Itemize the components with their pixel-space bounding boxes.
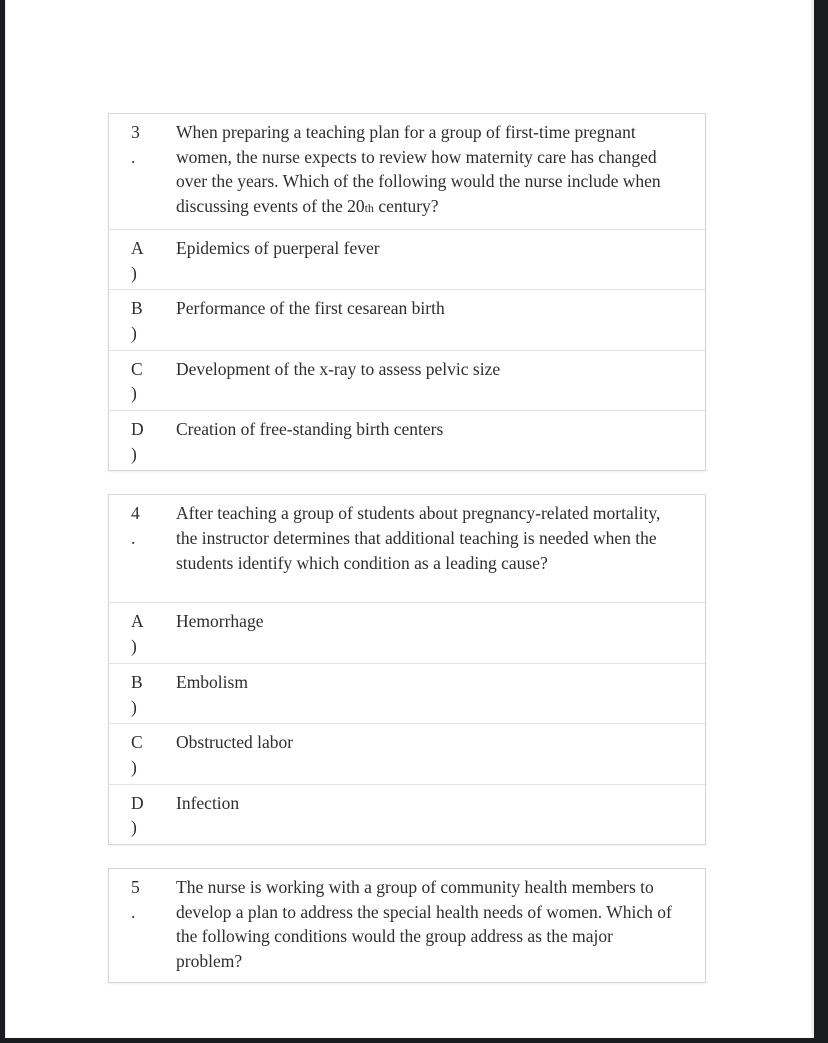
option-row-d [109, 784, 705, 844]
question-text-main: When preparing a teaching plan for a group of first-time pregnant women, the nurse expects to review how maternity care has changed over the years. Which of the following would the nurse include when discussing events of the 20 [176, 122, 661, 217]
option-row-b [109, 289, 705, 349]
option-letter: D [131, 792, 144, 813]
option-text: Hemorrhage [176, 611, 264, 632]
option-paren: ) [131, 322, 137, 343]
option-label-cell [109, 785, 176, 844]
option-label-cell [109, 724, 176, 783]
right-letterbox-bar [811, 0, 828, 1043]
option-letter: C [131, 358, 143, 379]
question-number: 3 [131, 122, 140, 142]
option-text: Performance of the first cesarean birth [176, 298, 445, 319]
question-text: The nurse is working with a group of community health members to develop a plan to address the special health needs of women. Which of the following conditions would the group address as the major problem? [176, 877, 672, 972]
question-text-tail: century? [373, 196, 439, 217]
question-number: 5 [131, 877, 140, 898]
option-label-cell [109, 664, 176, 723]
question-block-3 [108, 113, 706, 471]
option-text: Obstructed labor [176, 732, 294, 753]
option-letter: A [131, 611, 144, 632]
option-row-c [109, 723, 705, 783]
question-number: 4 [131, 503, 140, 524]
option-row-a [109, 602, 705, 662]
option-label-cell [109, 603, 176, 662]
option-paren: ) [131, 756, 137, 777]
question-number-cell [109, 114, 176, 229]
question-number-cell [109, 869, 176, 982]
option-letter: A [131, 237, 144, 258]
option-row-d [109, 410, 705, 470]
option-paren: ) [131, 636, 137, 657]
option-paren: ) [131, 817, 137, 838]
question-row [109, 114, 705, 229]
left-letterbox-bar [0, 0, 6, 1043]
question-row [109, 869, 705, 982]
document-page [108, 113, 706, 1006]
question-number-dot: . [131, 901, 136, 922]
option-letter: D [131, 419, 144, 440]
option-row-a [109, 229, 705, 289]
option-label-cell [109, 411, 176, 470]
question-block-5 [108, 868, 706, 983]
option-text: Development of the x-ray to assess pelvic size [176, 358, 501, 379]
option-text: Epidemics of puerperal fever [176, 237, 380, 258]
bottom-letterbox-bar [0, 1038, 828, 1043]
option-label-cell [109, 230, 176, 289]
option-letter: C [131, 732, 143, 753]
option-text: Embolism [176, 671, 248, 692]
option-label-cell [109, 351, 176, 410]
question-number-dot: . [131, 528, 136, 549]
question-number-dot: . [131, 146, 136, 167]
option-row-b [109, 663, 705, 723]
question-row [109, 495, 705, 602]
option-letter: B [131, 298, 143, 319]
option-text: Infection [176, 792, 240, 813]
question-block-4 [108, 494, 706, 845]
option-row-c [109, 350, 705, 410]
question-text-small: th [364, 201, 374, 216]
option-paren: ) [131, 383, 137, 404]
question-text: After teaching a group of students about pregnancy-related mortality, the instructor determines that additional teaching is needed when the students identify which condition as a leading cause? [176, 503, 661, 573]
option-letter: B [131, 671, 143, 692]
option-text: Creation of free-standing birth centers [176, 419, 444, 440]
option-paren: ) [131, 443, 137, 464]
option-label-cell [109, 290, 176, 349]
question-text [176, 114, 705, 229]
question-number-cell [109, 495, 176, 602]
option-paren: ) [131, 696, 137, 717]
option-paren: ) [131, 262, 137, 283]
